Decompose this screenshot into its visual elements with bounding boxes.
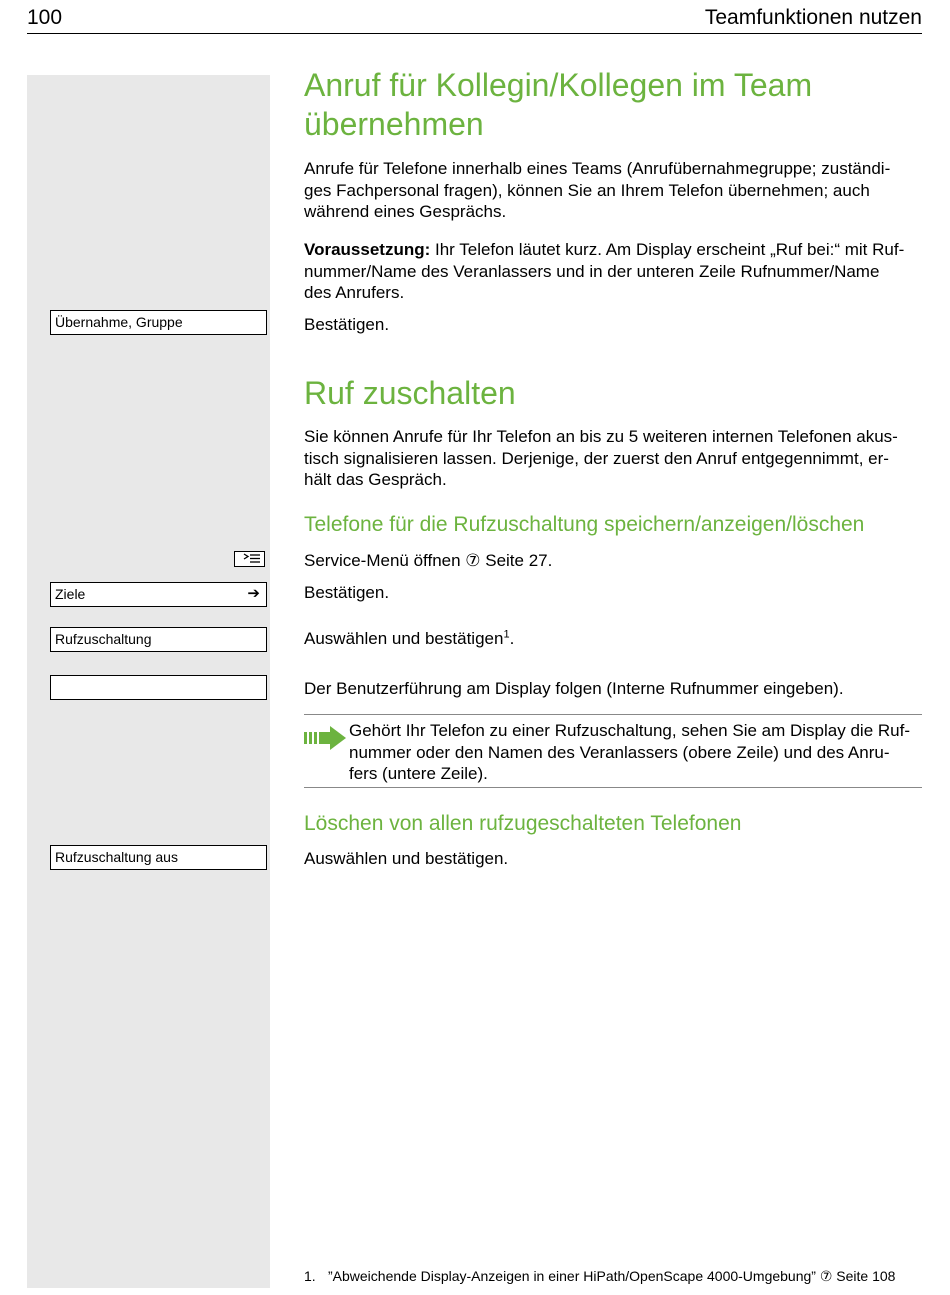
display-option-label: Ziele: [55, 586, 86, 602]
title-line: übernehmen: [304, 106, 484, 142]
section-title-ruf-zuschalten: Ruf zuschalten: [304, 375, 516, 411]
step-text-end: .: [509, 629, 515, 648]
page-number: 100: [27, 6, 63, 29]
paragraph-line: Sie können Anrufe für Ihr Telefon an bis zu 5 weiteren internen Telefonen akus-: [304, 427, 898, 446]
footnote-number: 1.: [304, 1268, 316, 1284]
step-select-confirm: Auswählen und bestätigen.: [304, 849, 509, 868]
note-line: Gehört Ihr Telefon zu einer Rufzuschaltung, sehen Sie am Display die Ruf-: [349, 721, 910, 740]
arrow-right-icon: ➔: [247, 585, 260, 602]
chapter-title: Teamfunktionen nutzen: [704, 6, 922, 29]
footnote-text: ”Abweichende Display-Anzeigen in einer HiPath/OpenScape 4000-Umgebung” ⑦ Seite 108: [328, 1268, 896, 1284]
paragraph-line: Anrufe für Telefone innerhalb eines Teams (Anrufübernahmegruppe; zuständi-: [304, 159, 891, 178]
step-service-menu: Service-Menü öffnen ⑦ Seite 27.: [304, 551, 553, 570]
section2-intro: [304, 426, 924, 491]
step-confirm: Bestätigen.: [304, 583, 390, 602]
display-option-ziele: [50, 582, 267, 607]
subsection-title-loeschen: Löschen von allen rufzugeschalteten Telefonen: [304, 812, 742, 835]
menu-key-icon: [234, 551, 265, 567]
footnote: [304, 1268, 895, 1285]
display-option-label: Rufzuschaltung: [55, 631, 152, 647]
paragraph-line: hält das Gespräch.: [304, 470, 447, 489]
menu-lines-icon: [235, 552, 263, 565]
display-option-rufzuschaltung-aus: [50, 845, 267, 870]
subsection-title-speichern: Telefone für die Rufzuschaltung speichern/anzeigen/löschen: [304, 513, 865, 536]
note-line: nummer oder den Namen des Veranlassers (obere Zeile) und des Anru-: [349, 742, 890, 762]
paragraph-line: tisch signalisieren lassen. Derjenige, der zuerst den Anruf entgegennimmt, er-: [304, 448, 889, 468]
note-line: fers (untere Zeile).: [349, 764, 488, 783]
note-arrow-icon: [304, 726, 346, 750]
paragraph-line: ges Fachpersonal fragen), können Sie an Ihrem Telefon übernehmen; auch: [304, 180, 870, 200]
title-line: Anruf für Kollegin/Kollegen im Team: [304, 67, 813, 103]
paragraph-line: [304, 239, 924, 261]
step-select-confirm: [304, 628, 924, 650]
paragraph-line: nummer/Name des Veranlassers und in der unteren Zeile Rufnummer/Name: [304, 261, 880, 281]
display-input-empty: [50, 675, 267, 700]
step-follow-display: Der Benutzerführung am Display folgen (Interne Rufnummer eingeben).: [304, 679, 844, 698]
display-option-label: Übernahme, Gruppe: [55, 314, 183, 330]
display-option-label: Rufzuschaltung aus: [55, 849, 178, 865]
section1-intro: [304, 158, 924, 223]
paragraph-line: des Anrufers.: [304, 283, 405, 302]
display-option-rufzuschaltung: [50, 627, 267, 652]
note-text: [349, 720, 924, 785]
note-top-rule: [304, 714, 922, 715]
footnote-ref: 1: [503, 628, 510, 641]
prerequisite-label: Voraussetzung:: [304, 240, 431, 259]
header-rule: [27, 33, 922, 34]
section-title-anruf-uebernehmen: [304, 66, 812, 144]
section1-prerequisite: [304, 239, 924, 304]
step-text: Auswählen und bestätigen: [304, 629, 504, 648]
step-confirm: Bestätigen.: [304, 315, 390, 334]
display-option-uebernahme-gruppe: [50, 310, 267, 335]
prerequisite-text: Ihr Telefon läutet kurz. Am Display erscheint „Ruf bei:“ mit Ruf-: [430, 240, 905, 259]
paragraph-line: während eines Gesprächs.: [304, 202, 507, 221]
note-bottom-rule: [304, 787, 922, 788]
